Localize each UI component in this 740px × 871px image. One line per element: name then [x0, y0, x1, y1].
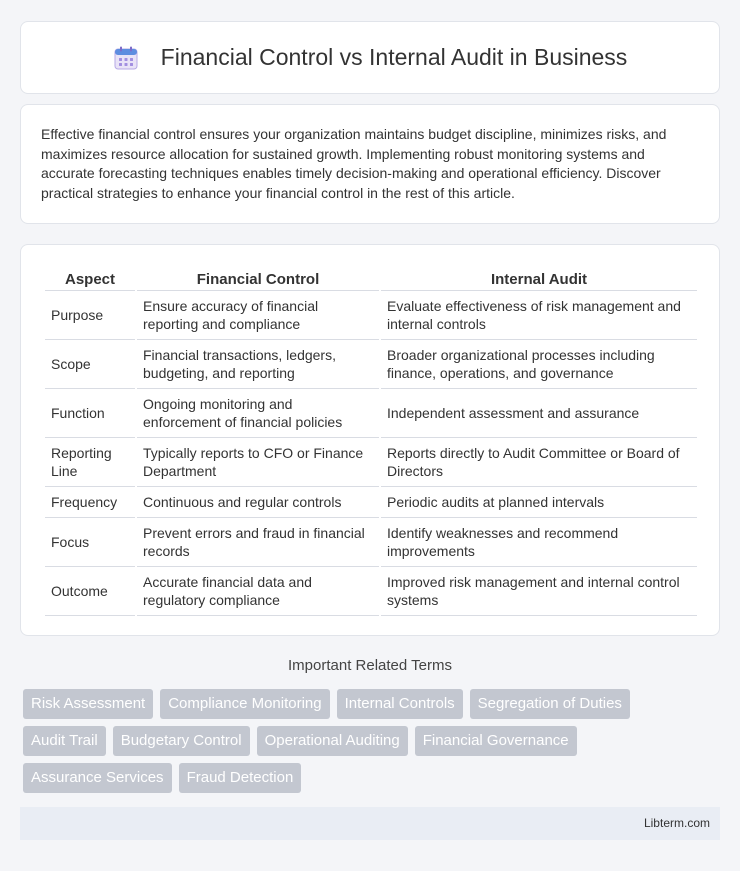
table-row — [45, 291, 697, 340]
aspect-cell: Purpose — [45, 291, 135, 340]
internal-audit-cell: Periodic audits at planned intervals — [381, 487, 697, 518]
term-row — [23, 726, 723, 756]
financial-control-cell: Financial transactions, ledgers, budgeting, and reporting — [137, 340, 379, 389]
term-tag[interactable]: Operational Auditing — [257, 726, 408, 756]
related-terms-title: Important Related Terms — [288, 657, 452, 674]
aspect-cell: Reporting Line — [45, 438, 135, 487]
header-card — [20, 21, 720, 94]
table-row — [45, 389, 697, 438]
term-tag[interactable]: Assurance Services — [23, 763, 172, 793]
aspect-cell: Function — [45, 389, 135, 438]
aspect-cell: Focus — [45, 518, 135, 567]
table-row — [45, 487, 697, 518]
term-tag[interactable]: Compliance Monitoring — [160, 689, 329, 719]
term-tag[interactable]: Financial Governance — [415, 726, 577, 756]
aspect-cell: Outcome — [45, 567, 135, 616]
term-tag[interactable]: Segregation of Duties — [470, 689, 630, 719]
financial-control-cell: Ensure accuracy of financial reporting and compliance — [137, 291, 379, 340]
page-title: Financial Control vs Internal Audit in Business — [160, 44, 628, 70]
table-header-row — [45, 265, 697, 291]
header-aspect: Aspect — [45, 265, 135, 291]
financial-control-cell: Prevent errors and fraud in financial records — [137, 518, 379, 567]
internal-audit-cell: Improved risk management and internal control systems — [381, 567, 697, 616]
table-row — [45, 567, 697, 616]
term-row — [23, 763, 723, 793]
calendar-icon — [113, 45, 139, 71]
financial-control-cell: Continuous and regular controls — [137, 487, 379, 518]
term-row — [23, 689, 723, 719]
comparison-card — [20, 244, 720, 636]
financial-control-cell: Accurate financial data and regulatory compliance — [137, 567, 379, 616]
internal-audit-cell: Independent assessment and assurance — [381, 389, 697, 438]
intro-card — [20, 104, 720, 224]
financial-control-cell: Ongoing monitoring and enforcement of financial policies — [137, 389, 379, 438]
term-tag[interactable]: Audit Trail — [23, 726, 106, 756]
intro-text: Effective financial control ensures your organization maintains budget discipline, minimizes risks, and maximizes resource allocation for sustained growth. Implementing robust monitoring systems and accurate forecasting techniques enables timely decision-making and operational efficiency. Discover practical strategies to enhance your financial control in the rest of this article. — [41, 126, 667, 201]
term-tag[interactable]: Risk Assessment — [23, 689, 153, 719]
comparison-table — [43, 265, 699, 616]
internal-audit-cell: Broader organizational processes including finance, operations, and governance — [381, 340, 697, 389]
aspect-cell: Frequency — [45, 487, 135, 518]
internal-audit-cell: Reports directly to Audit Committee or Board of Directors — [381, 438, 697, 487]
term-tag[interactable]: Internal Controls — [337, 689, 463, 719]
financial-control-cell: Typically reports to CFO or Finance Department — [137, 438, 379, 487]
table-row — [45, 438, 697, 487]
footer-site-link[interactable]: Libterm.com — [643, 816, 710, 830]
header-financial-control: Financial Control — [137, 265, 379, 291]
term-tag[interactable]: Fraud Detection — [179, 763, 302, 793]
internal-audit-cell: Identify weaknesses and recommend improvements — [381, 518, 697, 567]
related-terms — [23, 689, 723, 800]
table-row — [45, 518, 697, 567]
aspect-cell: Scope — [45, 340, 135, 389]
header-internal-audit: Internal Audit — [381, 265, 697, 291]
table-row — [45, 340, 697, 389]
internal-audit-cell: Evaluate effectiveness of risk management and internal controls — [381, 291, 697, 340]
footer — [20, 807, 720, 840]
term-tag[interactable]: Budgetary Control — [113, 726, 250, 756]
